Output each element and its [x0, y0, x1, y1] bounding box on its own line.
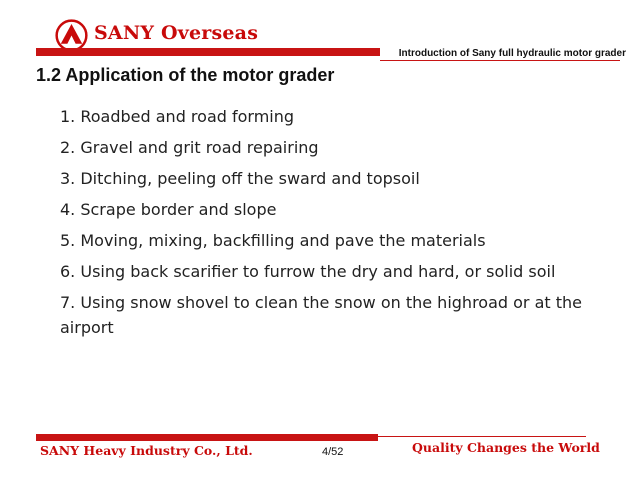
application-list — [60, 104, 620, 346]
list-item: 6. Using back scarifier to furrow the dry and hard, or solid soil — [60, 262, 556, 281]
list-item: 4. Scrape border and slope — [60, 200, 277, 219]
list-item: 1. Roadbed and road forming — [60, 107, 295, 126]
presentation-subtitle: Introduction of Sany full hydraulic motor grader — [398, 48, 626, 59]
list-item: 3. Ditching, peeling off the sward and topsoil — [60, 169, 420, 188]
header-divider-line — [380, 60, 620, 61]
brand-name: SANY Overseas — [94, 22, 259, 44]
footer-slogan: Quality Changes the World — [412, 440, 600, 455]
page-number: 4/52 — [322, 446, 344, 458]
list-item: 2. Gravel and grit road repairing — [60, 138, 319, 157]
footer-divider-line — [378, 436, 586, 437]
header-divider-bar — [36, 48, 380, 56]
slide-title: 1.2 Application of the motor grader — [36, 65, 335, 85]
list-item: 5. Moving, mixing, backfilling and pave the materials — [60, 231, 486, 250]
footer-divider-bar — [36, 434, 378, 441]
list-item: 7. Using snow shovel to clean the snow on the highroad or at the airport — [60, 293, 582, 337]
footer-company: SANY Heavy Industry Co., Ltd. — [40, 443, 253, 458]
